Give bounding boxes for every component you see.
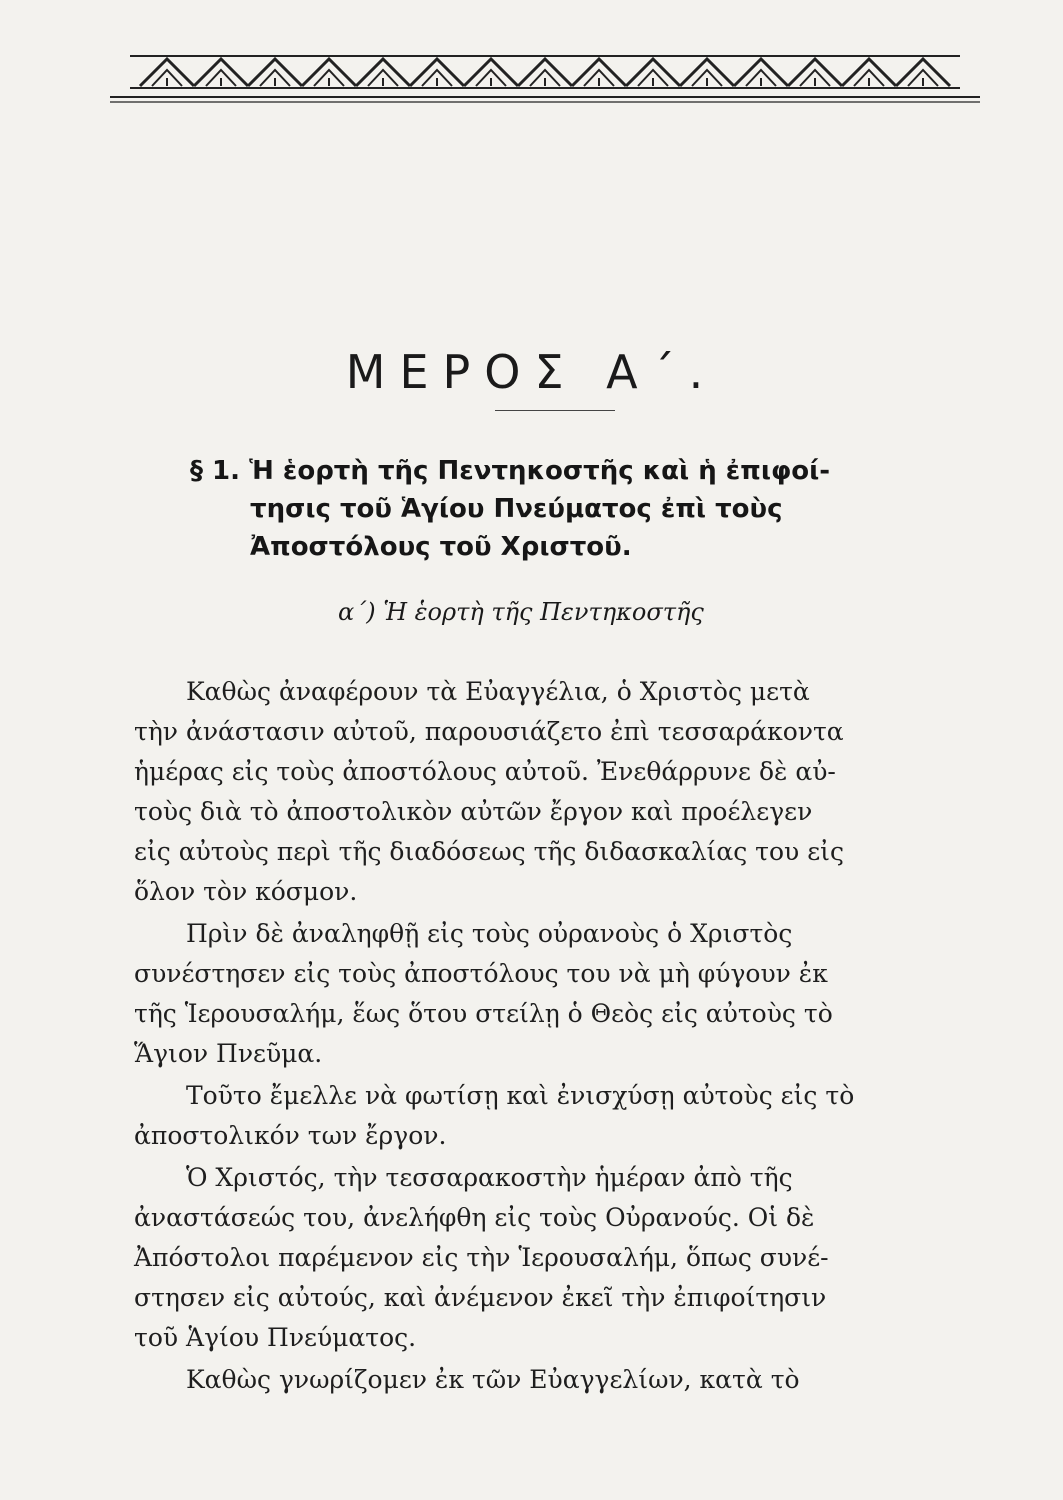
- part-title: ΜΕΡΟΣ Α΄.: [345, 345, 718, 399]
- text-line: ἀποστολικόν των ἔργον.: [134, 1121, 447, 1150]
- paragraph: [134, 914, 1024, 1074]
- text-line: Ὁ Χριστός, τὴν τεσσαρακοστὴν ἡμέραν ἀπὸ τῆς: [186, 1163, 793, 1192]
- text-line: τοῦ Ἁγίου Πνεύματος.: [134, 1323, 417, 1352]
- section-heading-line: τησις τοῦ Ἁγίου Πνεύματος ἐπὶ τοὺς: [250, 494, 783, 524]
- text-line: τοὺς διὰ τὸ ἀποστολικὸν αὐτῶν ἔργον καὶ προέλεγεν: [134, 797, 813, 826]
- paragraph: [134, 672, 1024, 912]
- text-line: ἀναστάσεώς του, ἀνελήφθη εἰς τοὺς Οὐρανούς. Οἱ δὲ: [134, 1203, 815, 1232]
- text-line: συνέστησεν εἰς τοὺς ἀποστόλους του νὰ μὴ φύγουν ἐκ: [134, 959, 828, 988]
- paragraph: [134, 1360, 1024, 1400]
- text-line: τῆς Ἱερουσαλήμ, ἕως ὅτου στείλῃ ὁ Θεὸς εἰς αὐτοὺς τὸ: [134, 999, 833, 1028]
- section-heading: [190, 452, 990, 566]
- title-divider: [495, 410, 615, 411]
- text-line: Καθὼς ἀναφέρουν τὰ Εὐαγγέλια, ὁ Χριστὸς μετὰ: [186, 677, 810, 706]
- text-line: Ἀπόστολοι παρέμενον εἰς τὴν Ἱερουσαλήμ, ὅπως συνέ-: [134, 1243, 829, 1272]
- paragraph: [134, 1158, 1024, 1358]
- section-heading-line: Ἀποστόλους τοῦ Χριστοῦ.: [250, 532, 632, 562]
- body-text: [134, 672, 1024, 1402]
- text-line: τὴν ἀνάστασιν αὐτοῦ, παρουσιάζετο ἐπὶ τεσσαράκοντα: [134, 717, 844, 746]
- section-heading-line: § 1. Ἡ ἑορτὴ τῆς Πεντηκοστῆς καὶ ἡ ἐπιφοί-: [190, 456, 831, 486]
- text-line: εἰς αὐτοὺς περὶ τῆς διαδόσεως τῆς διδασκαλίας του εἰς: [134, 837, 844, 866]
- text-line: Τοῦτο ἔμελλε νὰ φωτίσῃ καὶ ἐνισχύσῃ αὐτοὺς εἰς τὸ: [186, 1081, 855, 1110]
- text-line: ἡμέρας εἰς τοὺς ἀποστόλους αὐτοῦ. Ἐνεθάρρυνε δὲ αὐ-: [134, 757, 836, 786]
- subsection-heading: α΄) Ἡ ἑορτὴ τῆς Πεντηκοστῆς: [338, 598, 704, 626]
- paragraph: [134, 1076, 1024, 1156]
- text-line: Καθὼς γνωρίζομεν ἐκ τῶν Εὐαγγελίων, κατὰ τὸ: [186, 1365, 800, 1394]
- text-line: Πρὶν δὲ ἀναληφθῇ εἰς τοὺς οὐρανοὺς ὁ Χριστὸς: [186, 919, 793, 948]
- text-line: Ἅγιον Πνεῦμα.: [134, 1039, 323, 1068]
- text-line: ὅλον τὸν κόσμον.: [134, 877, 358, 906]
- text-line: στησεν εἰς αὐτούς, καὶ ἀνέμενον ἐκεῖ τὴν ἐπιφοίτησιν: [134, 1283, 827, 1312]
- decorative-border-ornament: [110, 50, 980, 105]
